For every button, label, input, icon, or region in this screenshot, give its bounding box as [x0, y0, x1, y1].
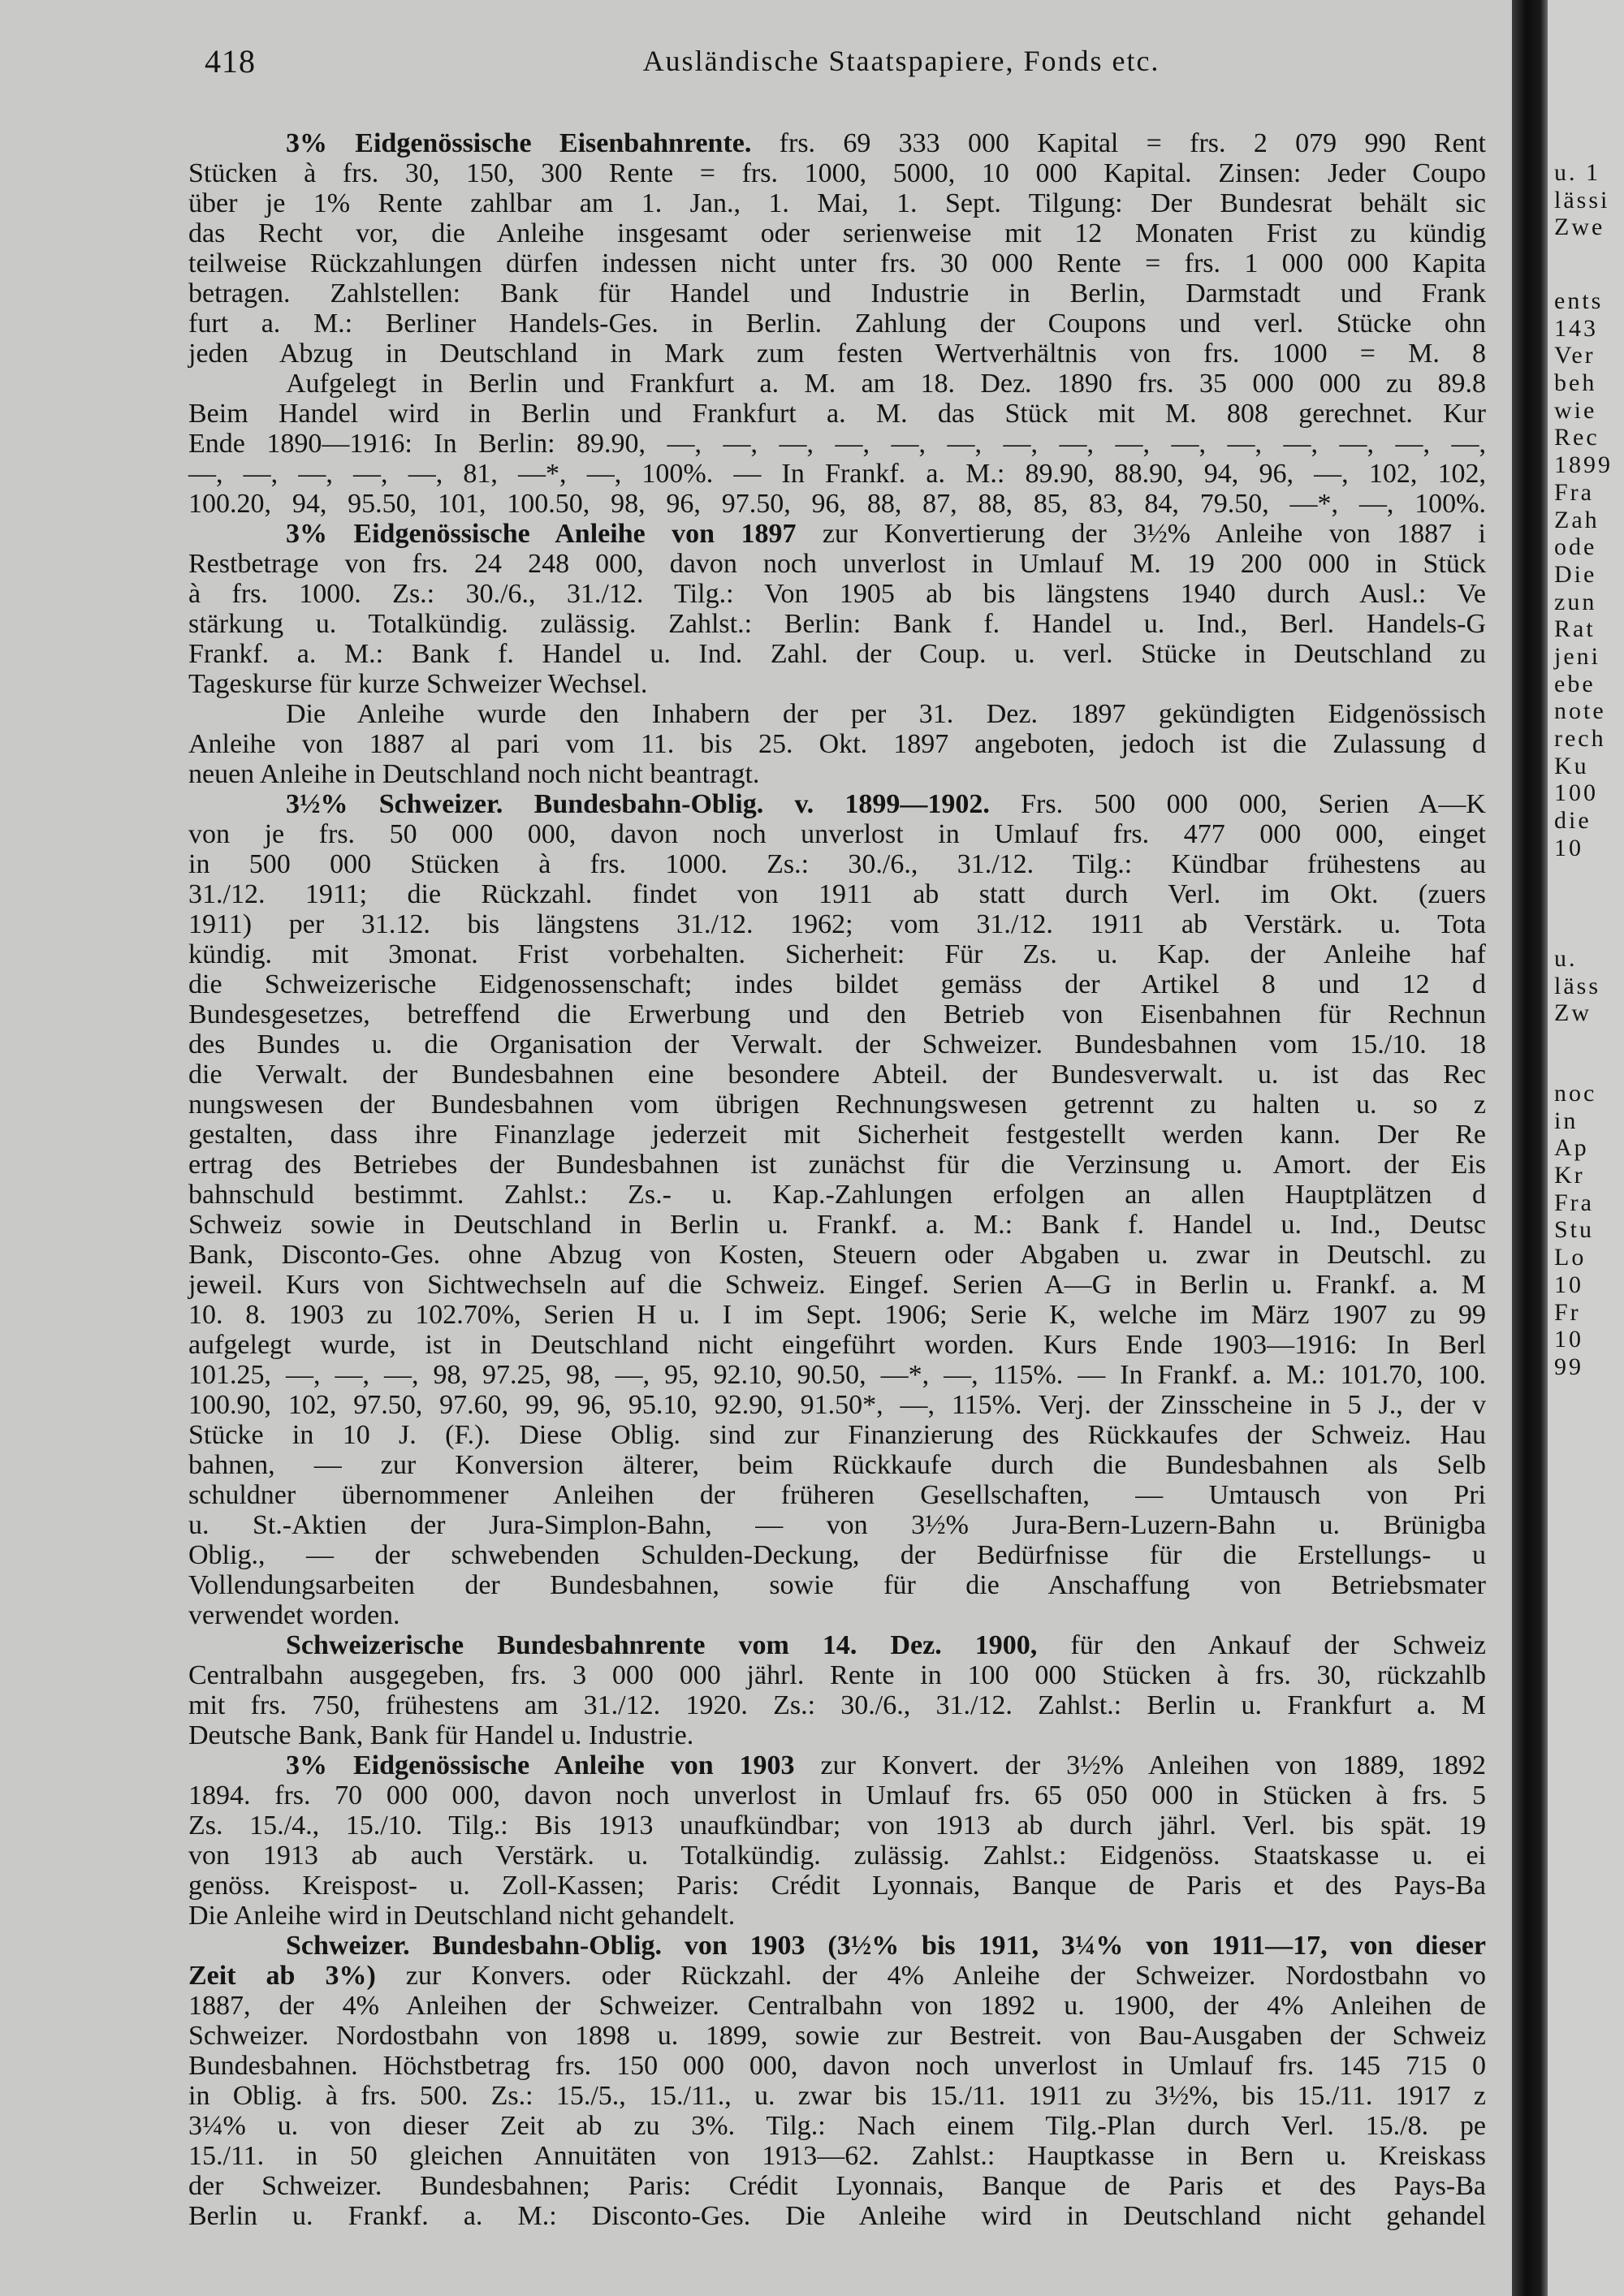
- text-line-content: [188, 909, 1486, 939]
- text-line: [188, 639, 1486, 669]
- text-line-content: [188, 188, 1486, 218]
- text-line-content: [188, 969, 1486, 999]
- adjacent-page-fragment: u.: [1554, 945, 1578, 972]
- line-text: mit frs. 750, frühestens am 31./12. 1920. Zs.: 30./6., 31./12. Zahlst.: Berlin u. Frankfurt a. M: [188, 1690, 1486, 1720]
- line-text: 31./12. 1911; die Rückzahl. findet von 1911 ab statt durch Verl. im Okt. (zuers: [188, 879, 1486, 909]
- adjacent-page-fragment: 10: [1554, 1326, 1583, 1353]
- paragraph: [188, 519, 1486, 699]
- adjacent-page-fragment: 10: [1554, 1271, 1583, 1298]
- text-line-content: [188, 339, 1486, 369]
- text-line: [188, 939, 1486, 969]
- text-line: [188, 1150, 1486, 1180]
- adjacent-page-fragment: ents: [1554, 287, 1604, 314]
- adjacent-page-fragment: 10: [1554, 834, 1583, 861]
- line-text: verwendet worden.: [188, 1600, 400, 1630]
- line-text: Die Anleihe wird in Deutschland nicht gehandelt.: [188, 1901, 736, 1931]
- text-line-content: [188, 1690, 1486, 1720]
- text-line-content: [188, 1420, 1486, 1450]
- text-line: [188, 1871, 1486, 1901]
- text-line-content: [188, 639, 1486, 669]
- text-line-content: [188, 309, 1486, 339]
- line-text: Tageskurse für kurze Schweizer Wechsel.: [188, 669, 648, 699]
- line-text: kündig. mit 3monat. Frist vorbehalten. Sicherheit: Für Zs. u. Kap. der Anleihe haf: [188, 939, 1486, 969]
- adjacent-page-fragment: Rec: [1554, 424, 1600, 451]
- text-line-content: [188, 2021, 1486, 2051]
- line-text: Beim Handel wird in Berlin und Frankfurt a. M. das Stück mit M. 808 gerechnet. Kur: [188, 399, 1486, 429]
- text-line-content: [188, 939, 1486, 969]
- adjacent-page-fragment-group: [1554, 159, 1609, 241]
- text-line-content: [188, 999, 1486, 1029]
- text-line-content: [286, 1630, 1486, 1660]
- line-text: ertrag des Betriebes der Bundesbahnen ist zunächst für die Verzinsung u. Amort. der Eis: [188, 1150, 1486, 1180]
- adjacent-page-fragment: zun: [1554, 588, 1597, 615]
- text-line-content: [286, 1931, 1486, 1961]
- text-line-content: [188, 278, 1486, 309]
- text-line: [188, 1630, 1486, 1660]
- text-line-content: [188, 248, 1486, 278]
- line-text: von 1913 ab auch Verstärk. u. Totalkündig. zulässig. Zahlst.: Eidgenöss. Staatskasse u. ei: [188, 1841, 1486, 1871]
- line-text: über je 1% Rente zahlbar am 1. Jan., 1. Mai, 1. Sept. Tilgung: Der Bundesrat behält sic: [188, 188, 1486, 218]
- text-line-content: [188, 1300, 1486, 1330]
- text-line-content: [188, 2141, 1486, 2171]
- line-text: zur Konvert. der 3½% Anleihen von 1889, 1892: [794, 1750, 1486, 1780]
- line-text: 1894. frs. 70 000 000, davon noch unverlost in Umlauf frs. 65 050 000 in Stücken à frs. 5: [188, 1780, 1486, 1810]
- adjacent-page-fragment: noc: [1554, 1080, 1597, 1107]
- text-line-content: [188, 2171, 1486, 2201]
- text-line: [188, 1480, 1486, 1510]
- text-line-content: [188, 1270, 1486, 1300]
- text-line: [188, 188, 1486, 218]
- line-text: Bank, Disconto-Ges. ohne Abzug von Kosten, Steuern oder Abgaben u. zwar in Deutschl. zu: [188, 1240, 1486, 1270]
- adjacent-page-fragment-group: [1554, 287, 1613, 861]
- text-line-content: [188, 1540, 1486, 1570]
- text-line-content: [188, 1961, 1486, 1991]
- line-text: furt a. M.: Berliner Handels-Ges. in Berlin. Zahlung der Coupons und verl. Stücke ohn: [188, 309, 1486, 339]
- text-line-content: [188, 1120, 1486, 1150]
- text-line-content: [188, 849, 1486, 879]
- adjacent-page-fragment: ode: [1554, 533, 1597, 561]
- line-text: neuen Anleihe in Deutschland noch nicht beantragt.: [188, 759, 760, 789]
- line-text: in Oblig. à frs. 500. Zs.: 15./5., 15./11., u. zwar bis 15./11. 1911 zu 3½%, bis 15./11. 1917 z: [188, 2081, 1486, 2111]
- adjacent-page-fragment: Die: [1554, 560, 1597, 588]
- line-text: gestalten, dass ihre Finanzlage jederzeit mit Sicherheit festgestellt werden kann. Der Re: [188, 1120, 1486, 1150]
- text-line: [188, 519, 1486, 549]
- text-line-content: [188, 1060, 1486, 1090]
- line-text: Anleihe von 1887 al pari vom 11. bis 25. Okt. 1897 angeboten, jedoch ist die Zulassung d: [188, 729, 1486, 759]
- text-line-content: [188, 579, 1486, 609]
- text-line: [188, 158, 1486, 188]
- line-text: Restbetrage von frs. 24 248 000, davon noch unverlost in Umlauf M. 19 200 000 in Stück: [188, 549, 1486, 579]
- page-body-text: [188, 128, 1486, 2231]
- text-line: [188, 2021, 1486, 2051]
- line-text: u. St.-Aktien der Jura-Simplon-Bahn, — von 3½% Jura-Bern-Luzern-Bahn u. Brünigba: [188, 1510, 1486, 1540]
- text-line: [188, 1570, 1486, 1600]
- line-text: jeden Abzug in Deutschland in Mark zum festen Wertverhältnis von frs. 1000 = M. 8: [188, 339, 1486, 369]
- line-text: Deutsche Bank, Bank für Handel u. Industrie.: [188, 1720, 694, 1750]
- text-line-content: [188, 1210, 1486, 1240]
- adjacent-page-fragment: Lo: [1554, 1244, 1587, 1271]
- line-text: genöss. Kreispost- u. Zoll-Kassen; Paris: Crédit Lyonnais, Banque de Paris et des Pays-Ba: [188, 1871, 1486, 1901]
- line-text: das Recht vor, die Anleihe insgesamt oder serienweise mit 12 Monaten Frist zu kündig: [188, 218, 1486, 248]
- text-line: [188, 999, 1486, 1029]
- text-line-content: [188, 1570, 1486, 1600]
- text-line-content: [188, 158, 1486, 188]
- text-line: [188, 909, 1486, 939]
- line-text: Centralbahn ausgegeben, frs. 3 000 000 jährl. Rente in 100 000 Stücken à frs. 30, rückzahlb: [188, 1660, 1486, 1690]
- adjacent-page-fragment: läss: [1554, 972, 1600, 999]
- line-text: 3¼% u. von dieser Zeit ab zu 3%. Tilg.: Nach einem Tilg.-Plan durch Verl. 15./8. pe: [188, 2111, 1486, 2141]
- text-line: [188, 1841, 1486, 1871]
- line-text: Stücken à frs. 30, 150, 300 Rente = frs. 1000, 5000, 10 000 Kapital. Zinsen: Jeder Coupo: [188, 158, 1486, 188]
- line-text: Zs. 15./4., 15./10. Tilg.: Bis 1913 unaufkündbar; von 1913 ab durch jährl. Verl. bis spät. 19: [188, 1810, 1486, 1841]
- text-line: [188, 309, 1486, 339]
- adjacent-page-edge: [1548, 0, 1624, 2296]
- text-line: [188, 1090, 1486, 1120]
- text-line-content: [188, 2081, 1486, 2111]
- text-line: [188, 1720, 1486, 1750]
- text-line: [188, 1120, 1486, 1150]
- line-text: für den Ankauf der Schweiz: [1037, 1630, 1486, 1660]
- text-line: [188, 1300, 1486, 1330]
- adjacent-page-fragment: Ap: [1554, 1134, 1589, 1162]
- paragraph: [188, 128, 1486, 369]
- text-line-content: [188, 2201, 1486, 2231]
- text-line-content: [188, 489, 1486, 519]
- text-line-content: [188, 609, 1486, 639]
- line-text: 1887, der 4% Anleihen der Schweizer. Centralbahn von 1892 u. 1900, der 4% Anleihen de: [188, 1991, 1486, 2021]
- text-line: [188, 849, 1486, 879]
- adjacent-page-fragment: 100: [1554, 779, 1598, 807]
- text-line-content: [188, 879, 1486, 909]
- text-line: [188, 128, 1486, 158]
- adjacent-page-fragment: jeni: [1554, 642, 1600, 670]
- adjacent-page-fragment: Rat: [1554, 615, 1596, 643]
- text-line: [188, 1810, 1486, 1841]
- adjacent-page-fragment: Stu: [1554, 1216, 1595, 1244]
- text-line-content: [188, 1180, 1486, 1210]
- text-line: [188, 789, 1486, 819]
- running-title: Ausländische Staatspapiere, Fonds etc.: [642, 45, 1160, 77]
- text-line: [188, 1029, 1486, 1060]
- line-text: Vollendungsarbeiten der Bundesbahnen, sowie für die Anschaffung von Betriebsmater: [188, 1570, 1486, 1600]
- text-line: [188, 1210, 1486, 1240]
- text-line-content: [286, 699, 1486, 729]
- adjacent-page-fragment: Fra: [1554, 478, 1594, 506]
- text-line: [188, 2141, 1486, 2171]
- text-line: [188, 1450, 1486, 1480]
- line-text: in 500 000 Stücken à frs. 1000. Zs.: 30./6., 31./12. Tilg.: Kündbar frühestens au: [188, 849, 1486, 879]
- text-line: [188, 1420, 1486, 1450]
- text-line-content: [188, 1720, 693, 1750]
- text-line: [188, 2081, 1486, 2111]
- text-line-content: [188, 1660, 1486, 1690]
- line-text: stärkung u. Totalkündig. zulässig. Zahlst.: Berlin: Bank f. Handel u. Ind., Berl. Handels-G: [188, 609, 1486, 639]
- text-line: [188, 1180, 1486, 1210]
- line-text: 100.20, 94, 95.50, 101, 100.50, 98, 96, 97.50, 96, 88, 87, 88, 85, 83, 84, 79.50, —*, —, 100%.: [188, 489, 1486, 519]
- line-text: teilweise Rückzahlungen dürfen indessen nicht unter frs. 30 000 Rente = frs. 1 000 000 Kapita: [188, 248, 1486, 278]
- adjacent-page-fragment: Ku: [1554, 752, 1589, 779]
- text-line-content: [188, 1360, 1486, 1390]
- line-text: Bundesgesetzes, betreffend die Erwerbung und den Betrieb von Eisenbahnen für Rechnun: [188, 999, 1486, 1029]
- text-line: [188, 1270, 1486, 1300]
- adjacent-page-fragment: note: [1554, 697, 1606, 725]
- line-text: Aufgelegt in Berlin und Frankfurt a. M. am 18. Dez. 1890 frs. 35 000 000 zu 89.8: [286, 369, 1486, 399]
- text-line: [188, 248, 1486, 278]
- line-text: zur Konvers. oder Rückzahl. der 4% Anleihe der Schweizer. Nordostbahn vo: [375, 1961, 1486, 1991]
- text-line-content: [188, 549, 1486, 579]
- text-line-content: [286, 519, 1486, 549]
- text-line-content: [188, 819, 1486, 849]
- text-line: [188, 399, 1486, 429]
- line-text: die Verwalt. der Bundesbahnen eine besondere Abteil. der Bundesverwalt. u. ist das Rec: [188, 1060, 1486, 1090]
- text-line-content: [188, 1330, 1486, 1360]
- text-line: [188, 489, 1486, 519]
- page-number: 418: [205, 43, 256, 80]
- text-line: [188, 1690, 1486, 1720]
- text-line: [188, 2201, 1486, 2231]
- adjacent-page-fragment: 1899: [1554, 451, 1613, 479]
- text-line: [188, 1360, 1486, 1390]
- line-text: Ende 1890—1916: In Berlin: 89.90, —, —, —, —, —, —, —, —, —, —, —, —, —, —, —,: [188, 429, 1486, 459]
- line-text: —, —, —, —, —, 81, —*, —, 100%. — In Frankf. a. M.: 89.90, 88.90, 94, 96, —, 102, 102,: [188, 459, 1486, 489]
- line-text: 1911) per 31.12. bis längstens 31./12. 1962; vom 31./12. 1911 ab Verstärk. u. Tota: [188, 909, 1486, 939]
- text-line: [188, 1660, 1486, 1690]
- paragraph: [188, 1931, 1486, 2231]
- text-line-content: [188, 759, 759, 789]
- text-line: [188, 819, 1486, 849]
- entry-heading: 3% Eidgenössische Eisenbahnrente.: [286, 128, 752, 158]
- line-text: nungswesen der Bundesbahnen vom übrigen Rechnungswesen getrennt zu halten u. so z: [188, 1090, 1486, 1120]
- text-line-content: [188, 399, 1486, 429]
- line-text: schuldner übernommener Anleihen der früheren Gesellschaften, — Umtausch von Pri: [188, 1480, 1486, 1510]
- text-line: [188, 2171, 1486, 2201]
- line-text: à frs. 1000. Zs.: 30./6., 31./12. Tilg.: Von 1905 ab bis längstens 1940 durch Ausl.: Ve: [188, 579, 1486, 609]
- line-text: 15./11. in 50 gleichen Annuitäten von 1913—62. Zahlst.: Hauptkasse in Bern u. Kreiskass: [188, 2141, 1486, 2171]
- paragraph: [188, 699, 1486, 789]
- adjacent-page-fragment: 99: [1554, 1353, 1583, 1380]
- text-line-content: [286, 369, 1486, 399]
- text-line-content: [188, 459, 1486, 489]
- line-text: Bundesbahnen. Höchstbetrag frs. 150 000 000, davon noch unverlost in Umlauf frs. 145 715 0: [188, 2051, 1486, 2081]
- text-line: [188, 1961, 1486, 1991]
- text-line: [188, 2051, 1486, 2081]
- line-text: die Schweizerische Eidgenossenschaft; indes bildet gemäss der Artikel 8 und 12 d: [188, 969, 1486, 999]
- entry-heading: 3½% Schweizer. Bundesbahn-Oblig. v. 1899—1902.: [286, 789, 990, 819]
- line-text: Frs. 500 000 000, Serien A—K: [989, 789, 1486, 819]
- text-line: [188, 699, 1486, 729]
- adjacent-page-fragment: wie: [1554, 396, 1597, 424]
- text-line: [188, 1780, 1486, 1810]
- adjacent-page-fragment: Kr: [1554, 1162, 1585, 1189]
- line-text: Frankf. a. M.: Bank f. Handel u. Ind. Zahl. der Coup. u. verl. Stücke in Deutschland zu: [188, 639, 1486, 669]
- adjacent-page-fragment: rech: [1554, 725, 1606, 752]
- text-line-content: [188, 1510, 1486, 1540]
- text-line-content: [188, 1450, 1486, 1480]
- text-line: [188, 1240, 1486, 1270]
- text-line: [188, 218, 1486, 248]
- text-line: [188, 2111, 1486, 2141]
- line-text: aufgelegt wurde, ist in Deutschland nicht eingeführt worden. Kurs Ende 1903—1916: In Berl: [188, 1330, 1486, 1360]
- adjacent-page-fragment-group: [1554, 1080, 1596, 1381]
- book-gutter-shadow: [1512, 0, 1548, 2296]
- line-text: betragen. Zahlstellen: Bank für Handel und Industrie in Berlin, Darmstadt und Frank: [188, 278, 1486, 309]
- text-line: [188, 549, 1486, 579]
- text-line: [188, 459, 1486, 489]
- text-line: [188, 1600, 1486, 1630]
- text-line: [188, 1540, 1486, 1570]
- line-text: jeweil. Kurs von Sichtwechseln auf die Schweiz. Eingef. Serien A—G in Berlin u. Frankf. a. M: [188, 1270, 1486, 1300]
- text-line: [188, 879, 1486, 909]
- text-line: [188, 729, 1486, 759]
- line-text: bahnschuld bestimmt. Zahlst.: Zs.- u. Kap.-Zahlungen erfolgen an allen Hauptplätzen d: [188, 1180, 1486, 1210]
- line-text: Schweiz sowie in Deutschland in Berlin u. Frankf. a. M.: Bank f. Handel u. Ind., Deutsc: [188, 1210, 1486, 1240]
- text-line-content: [188, 1480, 1486, 1510]
- adjacent-page-fragment: Fra: [1554, 1189, 1594, 1216]
- text-line-content: [188, 1150, 1486, 1180]
- text-line: [188, 1991, 1486, 2021]
- text-line-content: [188, 1090, 1486, 1120]
- line-text: 100.90, 102, 97.50, 97.60, 99, 96, 95.10, 92.90, 91.50*, —, 115%. Verj. der Zinsscheine in 5 J., der v: [188, 1390, 1486, 1420]
- text-line: [188, 1901, 1486, 1931]
- text-line: [188, 969, 1486, 999]
- text-line-content: [188, 1841, 1486, 1871]
- line-text: Die Anleihe wurde den Inhabern der per 31. Dez. 1897 gekündigten Eidgenössisch: [286, 699, 1486, 729]
- adjacent-page-fragment: in: [1554, 1107, 1579, 1134]
- text-line: [188, 1931, 1486, 1961]
- text-line: [188, 369, 1486, 399]
- adjacent-page-fragment: Zwe: [1554, 214, 1605, 241]
- line-text: Oblig., — der schwebenden Schulden-Deckung, der Bedürfnisse für die Erstellungs- u: [188, 1540, 1486, 1570]
- text-line: [188, 609, 1486, 639]
- entry-heading: 3% Eidgenössische Anleihe von 1903: [286, 1750, 795, 1780]
- line-text: bahnen, — zur Konversion älterer, beim Rückkaufe durch die Bundesbahnen als Selb: [188, 1450, 1486, 1480]
- text-line-content: [188, 1991, 1486, 2021]
- text-line-content: [188, 2051, 1486, 2081]
- text-line: [188, 1750, 1486, 1780]
- adjacent-page-fragment: Fr: [1554, 1298, 1581, 1326]
- line-text: 10. 8. 1903 zu 102.70%, Serien H u. I im Sept. 1906; Serie K, welche im März 1907 zu 99: [188, 1300, 1486, 1330]
- text-line: [188, 1060, 1486, 1090]
- text-line-content: [286, 128, 1486, 158]
- entry-heading: Zeit ab 3%): [188, 1961, 376, 1991]
- text-line: [188, 1390, 1486, 1420]
- text-line-content: [188, 429, 1486, 459]
- line-text: des Bundes u. die Organisation der Verwalt. der Schweizer. Bundesbahnen vom 15./10. 18: [188, 1029, 1486, 1060]
- line-text: Berlin u. Frankf. a. M.: Disconto-Ges. Die Anleihe wird in Deutschland nicht gehandel: [188, 2201, 1486, 2231]
- adjacent-page-fragment: Zah: [1554, 506, 1600, 533]
- line-text: 101.25, —, —, —, 98, 97.25, 98, —, 95, 92.10, 90.50, —*, —, 115%. — In Frankf. a. M.: 101.70, 100.: [188, 1360, 1486, 1390]
- adjacent-page-fragment: Zw: [1554, 999, 1592, 1027]
- entry-heading: Schweizer. Bundesbahn-Oblig. von 1903 (3½% bis 1911, 3¼% von 1911—17, von dieser: [286, 1931, 1486, 1961]
- line-text: Stücke in 10 J. (F.). Diese Oblig. sind zur Finanzierung des Rückkaufes der Schweiz. Hau: [188, 1420, 1486, 1450]
- text-line-content: [188, 1390, 1486, 1420]
- paragraph: [188, 789, 1486, 1630]
- adjacent-page-fragment: 143: [1554, 314, 1598, 342]
- text-line: [188, 1510, 1486, 1540]
- text-line: [188, 339, 1486, 369]
- adjacent-page-fragment: beh: [1554, 369, 1597, 397]
- text-line-content: [188, 729, 1486, 759]
- adjacent-page-fragment-group: [1554, 945, 1600, 1027]
- text-line: [188, 759, 1486, 789]
- entry-heading: 3% Eidgenössische Anleihe von 1897: [286, 519, 797, 549]
- paragraph: [188, 1750, 1486, 1931]
- text-line-content: [188, 1029, 1486, 1060]
- entry-heading: Schweizerische Bundesbahnrente vom 14. Dez. 1900,: [286, 1630, 1038, 1660]
- text-line: [188, 579, 1486, 609]
- text-line-content: [188, 669, 647, 699]
- text-line: [188, 1330, 1486, 1360]
- text-line-content: [286, 789, 1486, 819]
- text-line-content: [188, 1901, 735, 1931]
- text-line-content: [286, 1750, 1486, 1780]
- paragraph: [188, 369, 1486, 519]
- text-line-content: [188, 2111, 1486, 2141]
- adjacent-page-fragment: ebe: [1554, 670, 1596, 697]
- adjacent-page-fragment: u. 1: [1554, 159, 1600, 186]
- text-line-content: [188, 1240, 1486, 1270]
- text-line-content: [188, 218, 1486, 248]
- text-line-content: [188, 1780, 1486, 1810]
- line-text: frs. 69 333 000 Kapital = frs. 2 079 990 Rent: [751, 128, 1486, 158]
- adjacent-page-fragment: lässi: [1554, 186, 1610, 214]
- text-line-content: [188, 1810, 1486, 1841]
- text-line: [188, 669, 1486, 699]
- line-text: der Schweizer. Bundesbahnen; Paris: Crédit Lyonnais, Banque de Paris et des Pays-Ba: [188, 2171, 1486, 2201]
- adjacent-page-fragment: die: [1554, 807, 1592, 835]
- text-line: [188, 429, 1486, 459]
- adjacent-page-fragment: Ver: [1554, 342, 1596, 369]
- paragraph: [188, 1630, 1486, 1750]
- line-text: Schweizer. Nordostbahn von 1898 u. 1899, sowie zur Bestreit. von Bau-Ausgaben der Schweiz: [188, 2021, 1486, 2051]
- text-line-content: [188, 1871, 1486, 1901]
- line-text: von je frs. 50 000 000, davon noch unverlost in Umlauf frs. 477 000 000, einget: [188, 819, 1486, 849]
- text-line-content: [188, 1600, 400, 1630]
- text-line: [188, 278, 1486, 309]
- line-text: zur Konvertierung der 3½% Anleihe von 1887 i: [796, 519, 1486, 549]
